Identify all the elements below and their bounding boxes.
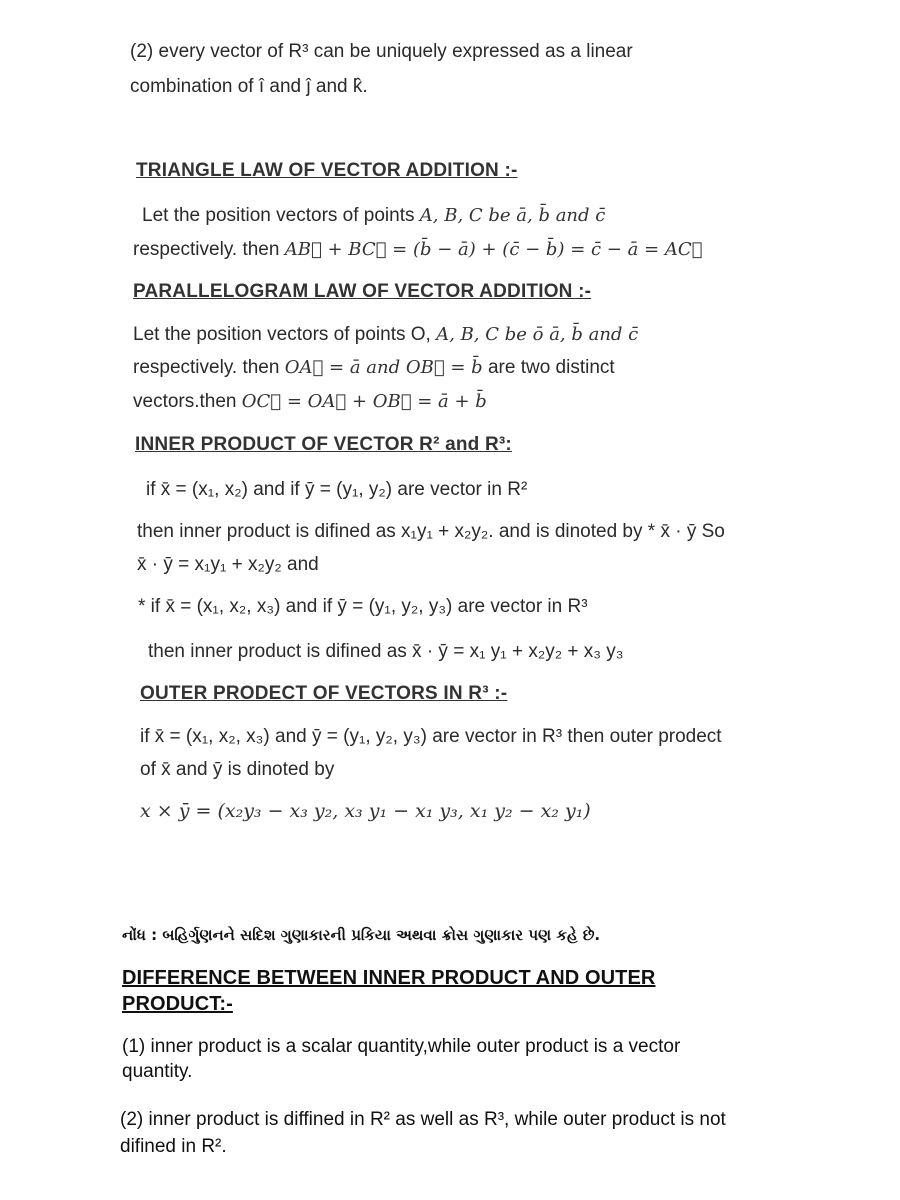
parallelogram-line-1-text: Let the position vectors of points O, bbox=[133, 324, 431, 345]
parallelogram-line-2 bbox=[133, 356, 615, 380]
inner-line-1: if x̄ = (x₁, x₂) and if ȳ = (y₁, y₂) are vector in R² bbox=[146, 479, 528, 500]
inner-line-2: then inner product is difined as x₁y₁ + x₂y₂. and is dinoted by * x̄ · ȳ So bbox=[137, 521, 725, 542]
inner-product-heading: INNER PRODUCT OF VECTOR R² and R³: bbox=[135, 434, 512, 455]
triangle-line-2-math: AB⃗ + BC⃗ = (b̄ − ā) + (c̄ − b̄) = c̄ − ā = AC⃗ bbox=[284, 239, 703, 260]
parallelogram-line-2-tail: are two distinct bbox=[487, 357, 615, 378]
difference-item-1-line-1: (1) inner product is a scalar quantity,while outer product is a vector bbox=[122, 1036, 681, 1057]
intro-line-1: (2) every vector of R³ can be uniquely expressed as a linear bbox=[130, 41, 633, 62]
triangle-law-heading: TRIANGLE LAW OF VECTOR ADDITION :- bbox=[136, 160, 518, 181]
triangle-line-1-text: Let the position vectors of points bbox=[142, 205, 415, 226]
inner-line-3: x̄ · ȳ = x₁y₁ + x₂y₂ and bbox=[137, 554, 319, 575]
difference-heading-line-1: DIFFERENCE BETWEEN INNER PRODUCT AND OUTER bbox=[122, 967, 656, 989]
inner-line-4: * if x̄ = (x₁, x₂, x₃) and if ȳ = (y₁, y₂, y₃) are vector in R³ bbox=[138, 596, 588, 617]
parallelogram-law-heading: PARALLELOGRAM LAW OF VECTOR ADDITION :- bbox=[133, 281, 592, 302]
difference-item-2-line-2: difined in R². bbox=[120, 1136, 227, 1157]
intro-line-2: combination of î and ĵ and k̂. bbox=[130, 76, 368, 97]
triangle-line-1 bbox=[142, 204, 605, 228]
outer-formula: x × ȳ = (x₂y₃ − x₃ y₂, x₃ y₁ − x₁ y₃, x₁ y₂ − x₂ y₁) bbox=[140, 800, 591, 822]
parallelogram-line-3-text: vectors.then bbox=[133, 391, 237, 412]
triangle-line-2 bbox=[133, 238, 702, 262]
difference-heading-line-2: PRODUCT:- bbox=[122, 993, 233, 1015]
parallelogram-line-1 bbox=[133, 323, 638, 347]
parallelogram-line-2-text: respectively. then bbox=[133, 357, 280, 378]
parallelogram-line-2-math: OA⃗ = ā and OB⃗ = b̄ bbox=[284, 357, 483, 378]
difference-item-1-line-2: quantity. bbox=[122, 1061, 193, 1082]
outer-product-heading: OUTER PRODECT OF VECTORS IN R³ :- bbox=[140, 683, 508, 704]
parallelogram-line-3-math: OC⃗ = OA⃗ + OB⃗ = ā + b̄ bbox=[241, 391, 487, 412]
difference-item-2-line-1: (2) inner product is diffined in R² as well as R³, while outer product is not bbox=[120, 1109, 726, 1130]
triangle-line-2-text: respectively. then bbox=[133, 239, 280, 260]
outer-line-1: if x̄ = (x₁, x₂, x₃) and ȳ = (y₁, y₂, y₃) are vector in R³ then outer prodect bbox=[140, 726, 722, 747]
parallelogram-line-3 bbox=[133, 390, 487, 414]
inner-line-5: then inner product is difined as x̄ · ȳ = x₁ y₁ + x₂y₂ + x₃ y₃ bbox=[148, 641, 624, 662]
outer-line-2: of x̄ and ȳ is dinoted by bbox=[140, 759, 335, 780]
triangle-line-1-math: A, B, C be ā, b̄ and c̄ bbox=[419, 205, 606, 226]
parallelogram-line-1-math: A, B, C be ō ā, b̄ and c̄ bbox=[436, 324, 639, 345]
gujarati-note: નોંધ : બહિર્ગુણનને સદિશ ગુણાકારની પ્રકિયા અથવા ક્રોસ ગુણાકાર પણ કહે છે. bbox=[122, 926, 601, 944]
